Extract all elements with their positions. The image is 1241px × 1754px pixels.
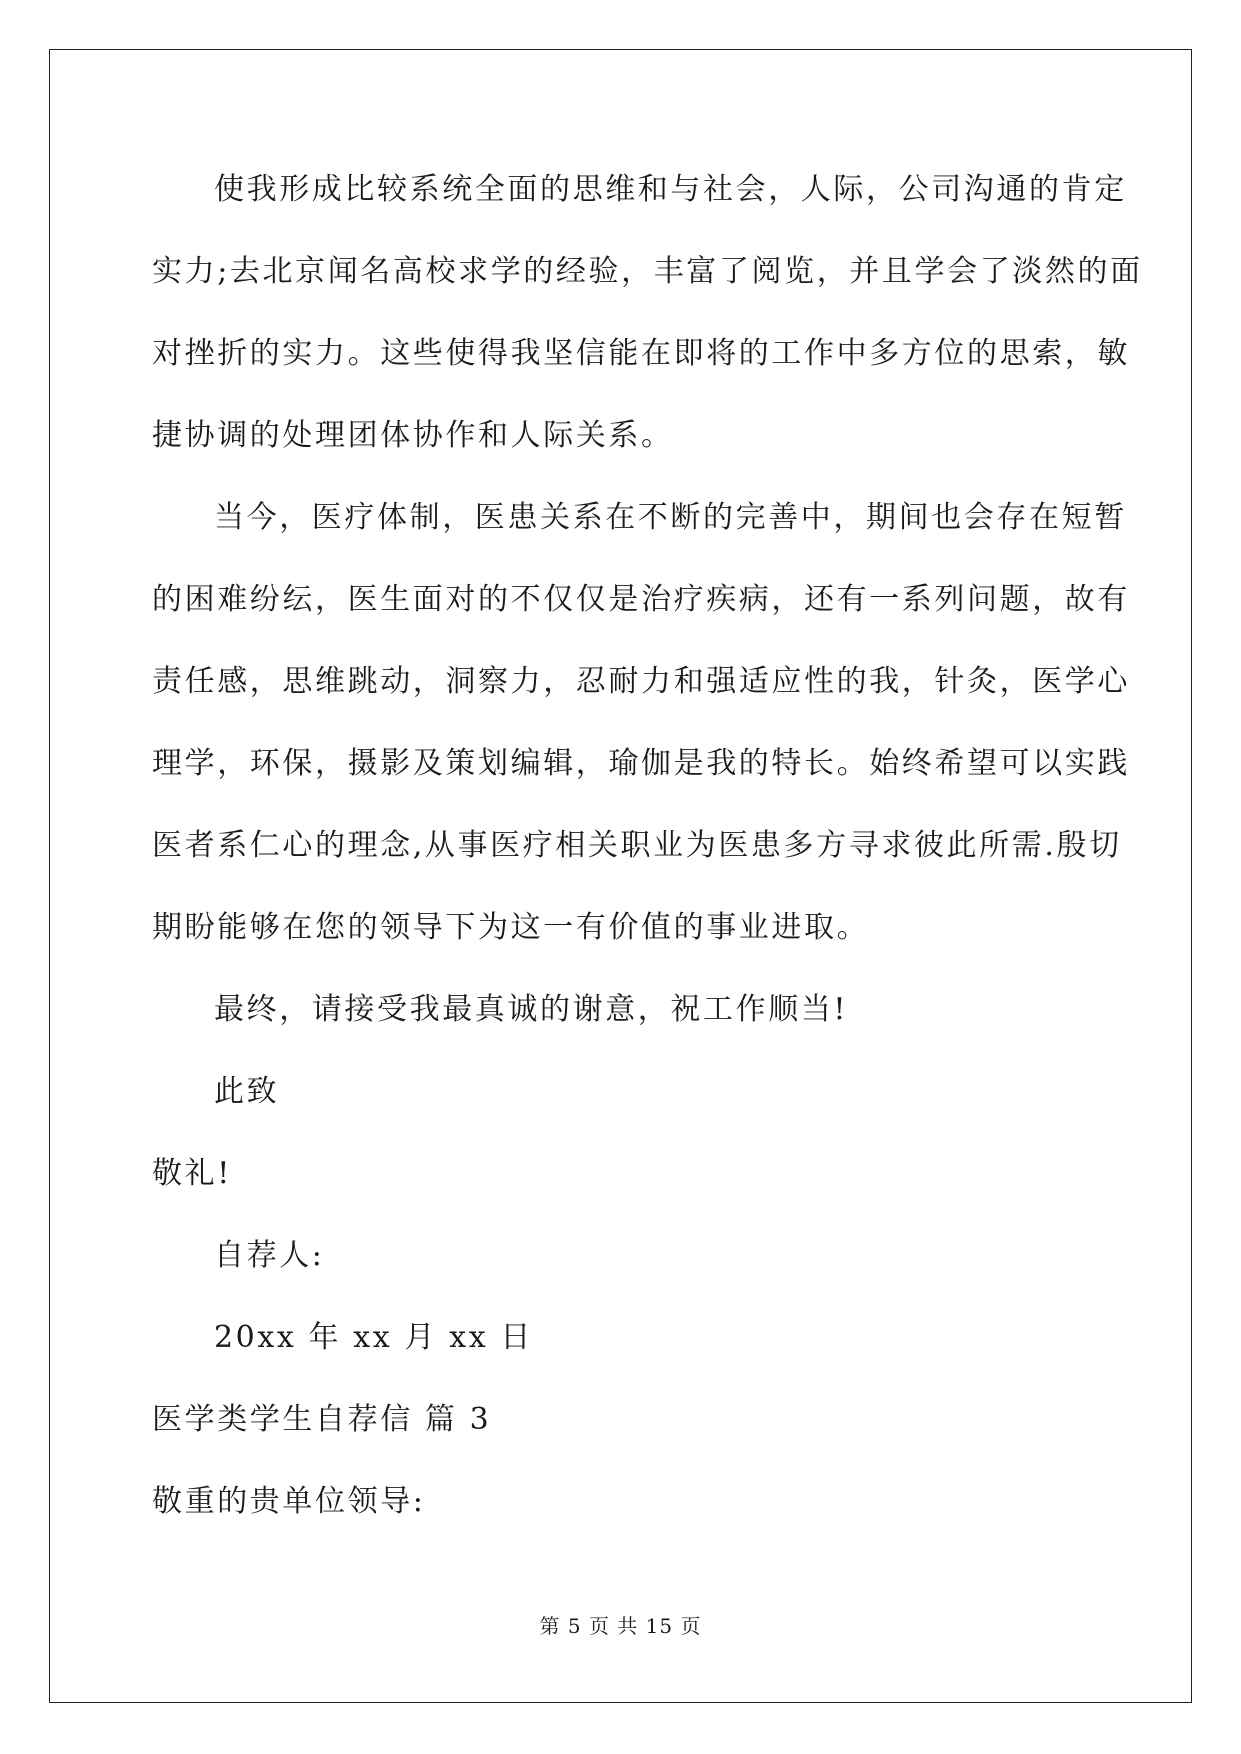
- text-line: 的困难纷纭，医生面对的不仅仅是治疗疾病，还有一系列问题，故有: [152, 582, 1130, 617]
- text-line: 最终，请接受我最真诚的谢意，祝工作顺当!: [214, 992, 849, 1027]
- text-line: 实力;去北京闻名高校求学的经验，丰富了阅览，并且学会了淡然的面: [152, 254, 1143, 289]
- text-line: 捷协调的处理团体协作和人际关系。: [152, 418, 674, 453]
- section-heading: 医学类学生自荐信 篇 3: [152, 1402, 492, 1437]
- text-line: 理学，环保，摄影及策划编辑，瑜伽是我的特长。始终希望可以实践: [152, 746, 1130, 781]
- text-line: 期盼能够在您的领导下为这一有价值的事业进取。: [152, 910, 870, 945]
- salutation-line: 此致: [214, 1074, 280, 1109]
- text-line: 当今，医疗体制，医患关系在不断的完善中，期间也会存在短暂: [214, 500, 1127, 535]
- text-line: 使我形成比较系统全面的思维和与社会，人际，公司沟通的肯定: [214, 172, 1127, 207]
- text-line: 医者系仁心的理念,从事医疗相关职业为医患多方寻求彼此所需.殷切: [152, 828, 1122, 863]
- page-footer: 第 5 页 共 15 页: [539, 1614, 702, 1638]
- text-line: 对挫折的实力。这些使得我坚信能在即将的工作中多方位的思索，敏: [152, 336, 1130, 371]
- salutation-line: 敬礼!: [152, 1156, 232, 1191]
- date-line: 20xx 年 xx 月 xx 日: [214, 1320, 533, 1355]
- signature-line: 自荐人:: [214, 1238, 325, 1273]
- greeting-line: 敬重的贵单位领导:: [152, 1484, 426, 1519]
- text-line: 责任感，思维跳动，洞察力，忍耐力和强适应性的我，针灸，医学心: [152, 664, 1130, 699]
